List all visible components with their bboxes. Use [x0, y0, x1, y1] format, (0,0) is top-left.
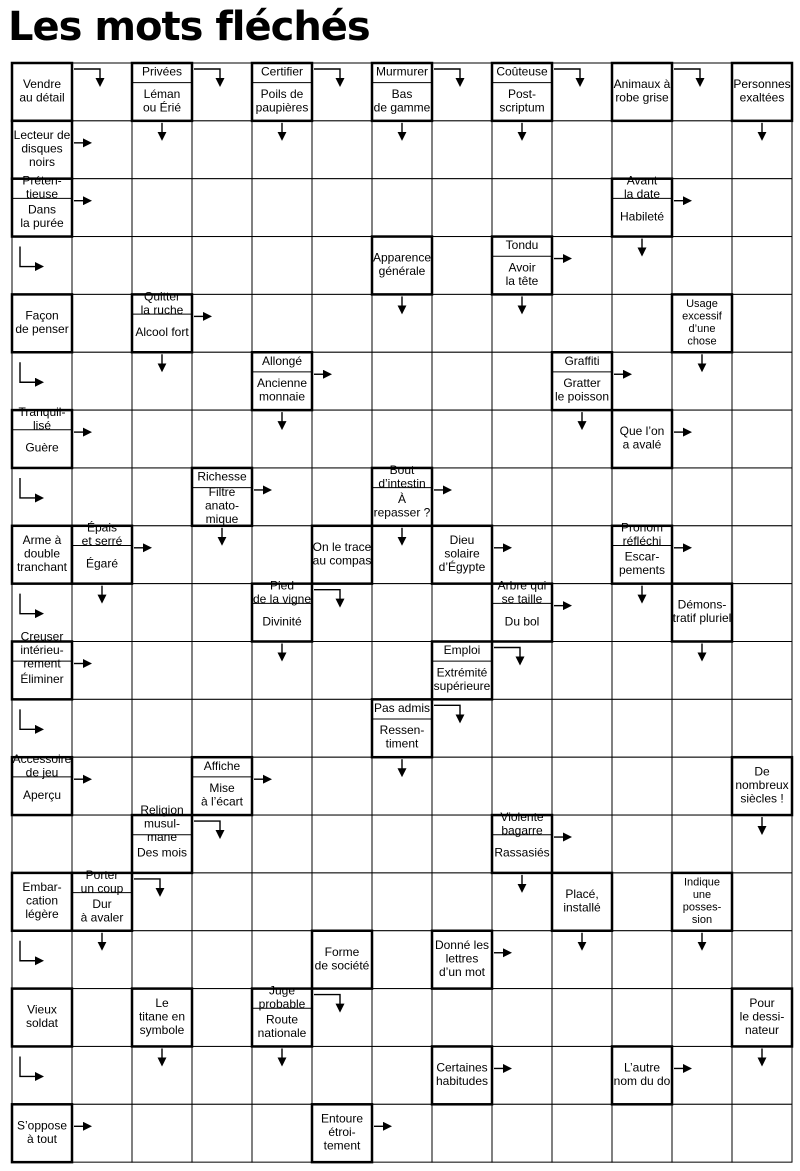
answer-cell[interactable] [312, 410, 372, 468]
answer-cell[interactable] [732, 410, 792, 468]
answer-cell[interactable] [432, 873, 492, 931]
clue-text: Égaré [85, 556, 119, 571]
answer-cell[interactable] [12, 931, 72, 989]
clue-text: Dur à avaler [80, 896, 124, 925]
answer-cell[interactable] [432, 584, 492, 642]
page-title: Les mots fléchés [8, 4, 370, 50]
answer-cell[interactable] [72, 989, 132, 1047]
clue-text: Certifier [260, 64, 304, 79]
answer-cell[interactable] [552, 584, 612, 642]
answer-cell[interactable] [72, 699, 132, 757]
answer-cell[interactable] [192, 179, 252, 237]
clue-text: Le titane en symbole [138, 995, 186, 1037]
clue-text: Habileté [619, 209, 665, 224]
answer-cell[interactable] [612, 873, 672, 931]
answer-cell[interactable] [672, 989, 732, 1047]
clue-text: Rassasiés [494, 845, 550, 860]
answer-cell[interactable] [192, 294, 252, 352]
answer-cell[interactable] [12, 815, 72, 873]
clue-text: Pied de la vigne [252, 578, 312, 607]
answer-cell[interactable] [672, 63, 732, 121]
answer-cell[interactable] [72, 815, 132, 873]
answer-cell[interactable] [732, 642, 792, 700]
answer-cell[interactable] [132, 931, 192, 989]
answer-cell[interactable] [312, 63, 372, 121]
clue-text: Emploi [443, 643, 481, 658]
answer-cell[interactable] [132, 1104, 192, 1162]
clue-text: Usage excessif d’une chose [682, 298, 722, 348]
answer-cell[interactable] [612, 931, 672, 989]
answer-cell[interactable] [552, 1104, 612, 1162]
answer-cell[interactable] [252, 179, 312, 237]
answer-cell[interactable] [312, 642, 372, 700]
answer-cell[interactable] [432, 989, 492, 1047]
answer-cell[interactable] [312, 237, 372, 295]
clue-text: Avant la date [623, 173, 661, 202]
clue-text: Guère [25, 440, 59, 455]
answer-cell[interactable] [372, 352, 432, 410]
answer-cell[interactable] [492, 468, 552, 526]
answer-cell[interactable] [312, 294, 372, 352]
answer-cell[interactable] [732, 584, 792, 642]
answer-cell[interactable] [372, 410, 432, 468]
answer-cell[interactable] [372, 1104, 432, 1162]
clue-text: Extrémité supérieure [433, 665, 491, 693]
answer-cell[interactable] [552, 294, 612, 352]
answer-cell[interactable] [132, 699, 192, 757]
clue-text: Embar-cation légère [22, 880, 62, 922]
answer-cell[interactable] [72, 1104, 132, 1162]
answer-cell[interactable] [132, 179, 192, 237]
answer-cell[interactable] [372, 873, 432, 931]
answer-cell[interactable] [192, 584, 252, 642]
answer-cell[interactable] [372, 584, 432, 642]
clue-text: Creuser intérieu-rement [20, 629, 64, 671]
answer-cell[interactable] [12, 468, 72, 526]
answer-cell[interactable] [12, 699, 72, 757]
answer-cell[interactable] [132, 873, 192, 931]
answer-cell[interactable] [672, 468, 732, 526]
answer-cell[interactable] [252, 757, 312, 815]
clue-text: Bout d’intestin [378, 462, 426, 491]
answer-cell[interactable] [192, 1046, 252, 1104]
clue-text: À repasser ? [373, 491, 431, 520]
clue-text: Arme à double tranchant [16, 533, 68, 575]
clue-text: Aperçu [22, 787, 62, 802]
answer-cell[interactable] [432, 468, 492, 526]
clue-text: Dans la purée [20, 202, 64, 231]
clue-text: L’autre nom du do [613, 1060, 671, 1088]
clue-text: Animaux à robe grise [613, 77, 671, 105]
answer-cell[interactable] [192, 815, 252, 873]
answer-cell[interactable] [552, 179, 612, 237]
clue-text: Donné les lettres d’un mot [434, 938, 490, 980]
answer-cell[interactable] [672, 179, 732, 237]
answer-cell[interactable] [612, 468, 672, 526]
clue-text: Porter un coup [80, 867, 124, 896]
answer-cell[interactable] [252, 468, 312, 526]
answer-cell[interactable] [612, 642, 672, 700]
clue-text: Ressen-timent [379, 723, 425, 751]
answer-cell[interactable] [552, 989, 612, 1047]
answer-cell[interactable] [612, 757, 672, 815]
answer-cell[interactable] [552, 757, 612, 815]
answer-cell[interactable] [432, 1104, 492, 1162]
answer-cell[interactable] [72, 121, 132, 179]
answer-cell[interactable] [432, 237, 492, 295]
answer-cell[interactable] [12, 237, 72, 295]
answer-cell[interactable] [492, 931, 552, 989]
clue-text: Entoure étroi-tement [320, 1111, 364, 1153]
clue-text: Divinité [262, 614, 302, 629]
answer-cell[interactable] [72, 757, 132, 815]
answer-cell[interactable] [312, 815, 372, 873]
answer-cell[interactable] [192, 873, 252, 931]
answer-cell[interactable] [252, 294, 312, 352]
answer-cell[interactable] [672, 1104, 732, 1162]
answer-cell[interactable] [612, 815, 672, 873]
answer-cell[interactable] [132, 642, 192, 700]
clue-text: Certaines habitudes [435, 1060, 489, 1088]
clue-text: Filtre anato-mique [204, 485, 240, 527]
answer-cell[interactable] [432, 63, 492, 121]
answer-cell[interactable] [252, 815, 312, 873]
clue-text: Tranquil-lisé [18, 405, 66, 433]
answer-cell[interactable] [192, 410, 252, 468]
answer-cell[interactable] [192, 989, 252, 1047]
answer-cell[interactable] [552, 526, 612, 584]
answer-cell[interactable] [492, 526, 552, 584]
clue-text: Alcool fort [135, 325, 189, 340]
answer-cell[interactable] [372, 989, 432, 1047]
clue-text: Juge probable [258, 983, 306, 1012]
clue-text: Allongé [261, 353, 303, 368]
clue-text: Apparence générale [372, 250, 432, 279]
answer-cell[interactable] [492, 410, 552, 468]
answer-cell[interactable] [672, 1046, 732, 1104]
clue-text: Que l’on a avalé [619, 424, 665, 452]
clue-text: Mise à l’écart [200, 781, 244, 809]
clue-text: Pas admis [373, 701, 431, 716]
answer-cell[interactable] [312, 989, 372, 1047]
clue-text: Tondu [505, 238, 539, 253]
answer-cell[interactable] [732, 699, 792, 757]
answer-cell[interactable] [612, 1104, 672, 1162]
answer-cell[interactable] [312, 584, 372, 642]
clue-text: Éliminer [20, 672, 64, 687]
clue-text: Route nationale [257, 1012, 307, 1040]
answer-cell[interactable] [432, 757, 492, 815]
clue-text: Préten-tieuse [22, 173, 62, 202]
answer-cell[interactable] [672, 121, 732, 179]
clue-text: Placé, installé [563, 886, 601, 915]
clue-text: Quitter la ruche [140, 289, 184, 317]
clue-text: Épais et serré [81, 520, 123, 549]
answer-cell[interactable] [492, 352, 552, 410]
clue-text: Forme de société [314, 944, 370, 973]
clue-text: Affiche [203, 758, 241, 773]
answer-cell[interactable] [492, 642, 552, 700]
answer-cell[interactable] [732, 526, 792, 584]
answer-cell[interactable] [552, 699, 612, 757]
answer-cell[interactable] [192, 237, 252, 295]
answer-cell[interactable] [132, 526, 192, 584]
answer-cell[interactable] [312, 699, 372, 757]
answer-cell[interactable] [72, 468, 132, 526]
clue-text: Façon de penser [15, 308, 69, 336]
clue-text: Pronom réfléchi [620, 520, 664, 549]
answer-cell[interactable] [372, 815, 432, 873]
answer-cell[interactable] [192, 121, 252, 179]
answer-cell[interactable] [552, 237, 612, 295]
answer-cell[interactable] [312, 1046, 372, 1104]
answer-cell[interactable] [432, 410, 492, 468]
answer-cell[interactable] [612, 699, 672, 757]
answer-cell[interactable] [492, 179, 552, 237]
answer-cell[interactable] [672, 526, 732, 584]
clue-text: Indique une posses-sion [682, 876, 722, 927]
answer-cell[interactable] [492, 1046, 552, 1104]
answer-cell[interactable] [612, 121, 672, 179]
clue-text: Personnes exaltées [733, 77, 791, 105]
answer-cell[interactable] [732, 931, 792, 989]
answer-cell[interactable] [252, 1104, 312, 1162]
answer-cell[interactable] [492, 757, 552, 815]
answer-cell[interactable] [72, 410, 132, 468]
answer-cell[interactable] [72, 642, 132, 700]
answer-cell[interactable] [372, 179, 432, 237]
clue-text: Violente bagarre [500, 809, 544, 838]
answer-cell[interactable] [132, 584, 192, 642]
clue-text: Du bol [504, 614, 540, 629]
answer-cell[interactable] [732, 468, 792, 526]
clue-text: Avoir la tête [505, 260, 539, 288]
clue-text: Murmurer [375, 64, 429, 79]
answer-cell[interactable] [552, 642, 612, 700]
answer-cell[interactable] [72, 352, 132, 410]
clue-text: Gratter le poisson [554, 376, 610, 404]
answer-cell[interactable] [72, 237, 132, 295]
answer-cell[interactable] [312, 121, 372, 179]
answer-cell[interactable] [432, 294, 492, 352]
answer-cell[interactable] [432, 179, 492, 237]
answer-cell[interactable] [12, 1046, 72, 1104]
answer-cell[interactable] [192, 352, 252, 410]
clue-text: Post-scriptum [499, 86, 545, 115]
answer-cell[interactable] [312, 757, 372, 815]
answer-cell[interactable] [612, 989, 672, 1047]
clue-text: Des mois [136, 845, 188, 860]
answer-cell[interactable] [192, 63, 252, 121]
clue-text: Dieu solaire d’Égypte [438, 533, 486, 575]
answer-cell[interactable] [252, 526, 312, 584]
answer-cell[interactable] [132, 468, 192, 526]
answer-cell[interactable] [252, 873, 312, 931]
answer-cell[interactable] [672, 237, 732, 295]
clue-text: Pour le dessi-nateur [739, 995, 785, 1037]
clue-text: Ancienne monnaie [256, 376, 308, 404]
answer-cell[interactable] [672, 410, 732, 468]
answer-cell[interactable] [432, 352, 492, 410]
answer-cell[interactable] [552, 1046, 612, 1104]
answer-cell[interactable] [552, 815, 612, 873]
answer-cell[interactable] [432, 121, 492, 179]
clue-text: Religion musul-mane [140, 803, 184, 845]
answer-cell[interactable] [132, 237, 192, 295]
clue-text: Démons-tratif pluriel [672, 597, 732, 626]
answer-cell[interactable] [732, 237, 792, 295]
clue-text: On le trace au compas [312, 539, 372, 568]
answer-cell[interactable] [192, 931, 252, 989]
clue-text: De nombreux siècles ! [735, 764, 789, 806]
clue-text: Coûteuse [496, 64, 548, 79]
clue-text: Lecteur de disques noirs [13, 128, 71, 170]
answer-cell[interactable] [732, 294, 792, 352]
answer-cell[interactable] [372, 642, 432, 700]
answer-cell[interactable] [72, 179, 132, 237]
clue-text: Léman ou Érié [142, 86, 182, 115]
answer-cell[interactable] [552, 121, 612, 179]
answer-cell[interactable] [732, 1104, 792, 1162]
answer-cell[interactable] [672, 815, 732, 873]
clue-text: Vendre au détail [19, 77, 65, 105]
answer-cell[interactable] [252, 931, 312, 989]
clue-text: Richesse [197, 469, 247, 484]
answer-cell[interactable] [72, 63, 132, 121]
answer-cell[interactable] [672, 757, 732, 815]
clue-text: Escar-pements [618, 549, 666, 578]
answer-cell[interactable] [552, 468, 612, 526]
clue-text: Vieux soldat [25, 1002, 59, 1031]
clue-text: Arbre qui se taille [497, 578, 547, 607]
answer-cell[interactable] [612, 294, 672, 352]
clue-text: Graffiti [564, 353, 600, 368]
answer-cell[interactable] [312, 468, 372, 526]
clue-text: Accessoire de jeu [12, 752, 72, 780]
answer-cell[interactable] [192, 699, 252, 757]
answer-cell[interactable] [732, 873, 792, 931]
answer-cell[interactable] [192, 642, 252, 700]
clue-text: Privées [141, 64, 183, 79]
answer-cell[interactable] [132, 410, 192, 468]
answer-cell[interactable] [12, 352, 72, 410]
answer-cell[interactable] [492, 699, 552, 757]
answer-cell[interactable] [372, 931, 432, 989]
answer-cell[interactable] [72, 1046, 132, 1104]
answer-cell[interactable] [672, 699, 732, 757]
answer-cell[interactable] [312, 352, 372, 410]
answer-cell[interactable] [612, 352, 672, 410]
answer-cell[interactable] [492, 989, 552, 1047]
clue-text: S’oppose à tout [16, 1118, 68, 1146]
answer-cell[interactable] [372, 1046, 432, 1104]
answer-cell[interactable] [552, 63, 612, 121]
answer-cell[interactable] [192, 1104, 252, 1162]
answer-cell[interactable] [432, 699, 492, 757]
answer-cell[interactable] [732, 179, 792, 237]
answer-cell[interactable] [312, 179, 372, 237]
answer-cell[interactable] [492, 1104, 552, 1162]
answer-cell[interactable] [432, 815, 492, 873]
answer-cell[interactable] [252, 699, 312, 757]
answer-cell[interactable] [312, 873, 372, 931]
answer-cell[interactable] [252, 237, 312, 295]
clue-text: Poils de paupières [255, 86, 309, 115]
answer-cell[interactable] [732, 352, 792, 410]
clue-text: Bas de gamme [373, 86, 431, 115]
answer-cell[interactable] [72, 294, 132, 352]
